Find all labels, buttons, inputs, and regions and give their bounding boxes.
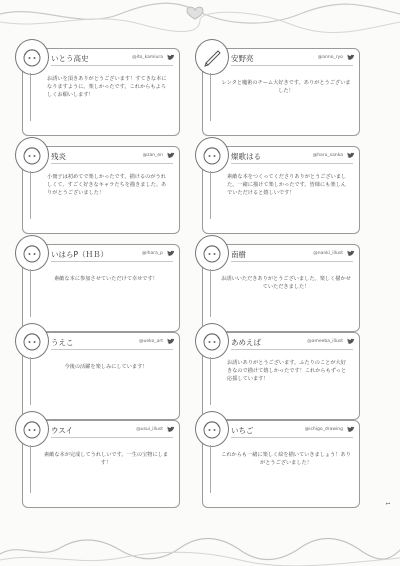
message-card xyxy=(22,332,180,420)
balloon-string xyxy=(30,445,31,493)
message-text: 素敵な本に参加させていただけて幸せです！ xyxy=(54,276,158,282)
artist-name: いはらP（ＨＢ） xyxy=(51,250,109,259)
message-card xyxy=(202,420,360,508)
divider xyxy=(231,437,353,438)
message-card xyxy=(22,146,180,234)
artist-name: 安野亮 xyxy=(231,54,254,63)
divider xyxy=(231,163,353,164)
message-text: お誘いいただきありがとうございました。楽しく描かせていただきました！ xyxy=(221,276,351,290)
artist-name: 残炎 xyxy=(51,152,66,161)
message-text: 今後の活躍を楽しみにしています！ xyxy=(64,364,148,370)
decorative-border-bottom xyxy=(0,530,400,566)
twitter-bird-icon xyxy=(346,249,355,258)
message-card xyxy=(22,420,180,508)
message-card xyxy=(202,146,360,234)
twitter-handle: @ueko_art xyxy=(139,339,163,344)
message-card xyxy=(22,244,180,332)
divider xyxy=(231,65,353,66)
artist-name: うえこ xyxy=(51,338,74,347)
twitter-bird-icon xyxy=(166,249,175,258)
message-text: レンタと魔術のチーム大好きです。ありがとうございました！ xyxy=(221,80,351,94)
twitter-handle: @zan_en xyxy=(142,153,163,158)
decorative-border-top xyxy=(0,0,400,40)
face-sketch-icon xyxy=(195,411,229,447)
message-text: 素敵な本が完成してうれしいです。一生の宝物にします！ xyxy=(43,452,169,466)
twitter-handle: @nanki_illust xyxy=(313,251,343,256)
divider xyxy=(51,163,173,164)
page-number: 1 xyxy=(384,502,390,506)
twitter-bird-icon xyxy=(346,425,355,434)
face-sketch-icon xyxy=(15,235,49,271)
twitter-handle: @anno_ryo xyxy=(317,55,343,60)
divider xyxy=(51,65,173,66)
twitter-bird-icon xyxy=(166,151,175,160)
twitter-bird-icon xyxy=(346,53,355,62)
balloon-string xyxy=(210,357,211,405)
twitter-bird-icon xyxy=(166,337,175,346)
twitter-handle: @ichigo_drawing xyxy=(304,427,343,432)
twitter-handle: @haru_sanka xyxy=(312,153,343,158)
artist-name: あめえば xyxy=(231,338,261,347)
face-sketch-icon xyxy=(195,137,229,173)
balloon-string xyxy=(30,73,31,121)
balloon-string xyxy=(210,269,211,317)
message-text: 小冊子は初めてで楽しかったです。描けるのがうれしくて、すごく好きなキャラたちを描きました。ありがとうございました！ xyxy=(47,174,167,196)
message-card xyxy=(202,332,360,420)
twitter-bird-icon xyxy=(346,337,355,346)
artist-name: ウスイ xyxy=(51,426,74,435)
face-sketch-icon xyxy=(195,235,229,271)
divider xyxy=(51,349,173,350)
twitter-bird-icon xyxy=(166,425,175,434)
balloon-string xyxy=(30,269,31,317)
message-text: お誘いありがとうございます。ふたりのことが大好きなので描けて嬉しかったです！これからもずっと応援しています！ xyxy=(227,360,347,382)
face-sketch-icon xyxy=(15,39,49,75)
artist-name: 南樹 xyxy=(231,250,246,259)
twitter-handle: @ihara_p xyxy=(141,251,163,256)
divider xyxy=(231,349,353,350)
balloon-string xyxy=(30,357,31,405)
face-sketch-icon xyxy=(15,323,49,359)
face-sketch-icon xyxy=(15,137,49,173)
message-text: 素敵な本をつくってくださりありがとうございました。一緒に描けて楽しかったです。皆様にも楽しんでいただけると嬉しいです！ xyxy=(227,174,347,196)
divider xyxy=(51,261,173,262)
message-text: お誘いを頂きありがとうございます！すてきな本になりますように。楽しかったです。これからもよろしくお願いします！ xyxy=(47,76,167,98)
divider xyxy=(51,437,173,438)
message-text: これからも一緒に楽しく絵を描いていきましょう！ありがとうございました！ xyxy=(221,452,351,466)
artist-name: いとう高史 xyxy=(51,54,89,63)
balloon-string xyxy=(210,171,211,219)
divider xyxy=(231,261,353,262)
face-sketch-icon xyxy=(15,411,49,447)
twitter-handle: @ameeba_illust xyxy=(307,339,343,344)
message-card xyxy=(22,48,180,136)
twitter-handle: @ito_kamiura xyxy=(132,55,163,60)
balloon-string xyxy=(210,445,211,493)
message-card xyxy=(202,48,360,136)
twitter-bird-icon xyxy=(346,151,355,160)
artist-name: いちご xyxy=(231,426,254,435)
balloon-string xyxy=(210,73,211,121)
twitter-handle: @usui_illust xyxy=(136,427,163,432)
twitter-bird-icon xyxy=(166,53,175,62)
pen-icon xyxy=(195,39,229,75)
balloon-string xyxy=(30,171,31,219)
artist-name: 燦歌はる xyxy=(231,152,261,161)
face-sketch-icon xyxy=(195,323,229,359)
message-card xyxy=(202,244,360,332)
